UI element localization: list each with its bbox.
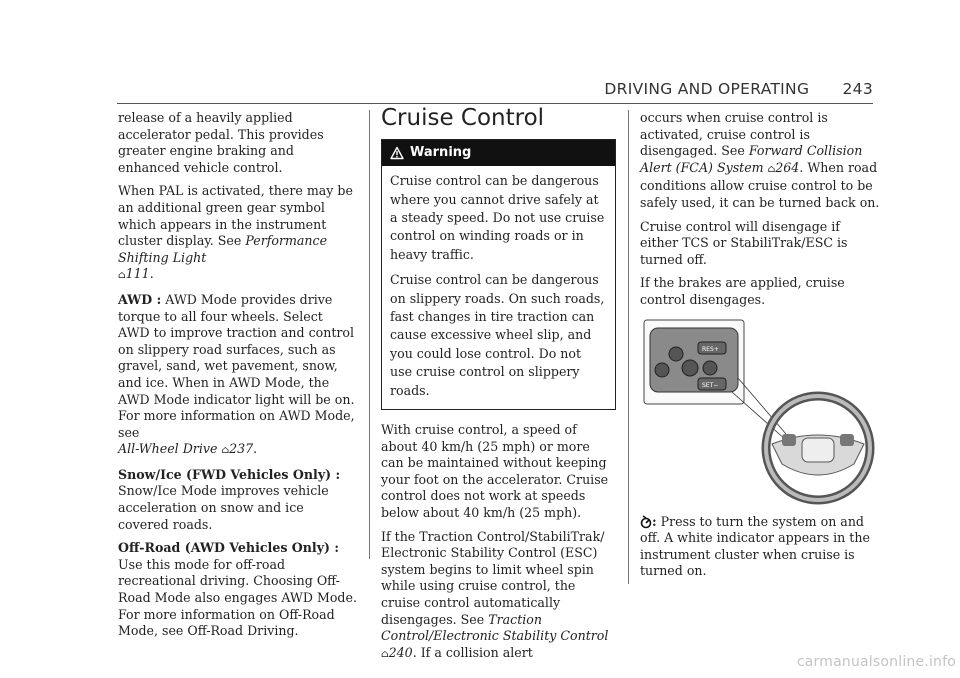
- paragraph: AWD : AWD Mode provides drive torque to all four wheels. Select AWD to improve traction and control on slippery road surfaces, such as gravel, sand, wet pavement, snow, and ice. When in AWD Mode, the AWD Mode indicator light will be on. For more information on AWD Mode, see All-Wheel Drive ⌂237.: [118, 291, 355, 457]
- paragraph: Cruise control will disengage if either TCS or StabiliTrak/ESC is turned off.: [640, 218, 848, 267]
- section-title: DRIVING AND OPERATING: [604, 80, 810, 98]
- term-awd: AWD :: [118, 291, 162, 307]
- page-reference[interactable]: 111: [125, 266, 150, 282]
- paragraph: Cruise control can be dangerous on slippery roads. On such roads, fast changes in tire traction can cause excessive wheel slip, and you could lose control. Do not use cruise control on slippery roads.: [390, 272, 605, 398]
- res-plus-label: RES+: [702, 345, 719, 353]
- cross-reference-link[interactable]: All-Wheel Drive: [118, 441, 218, 457]
- page-reference-arrow-icon: ⌂: [381, 648, 389, 660]
- page-header: [480, 80, 873, 98]
- paragraph: : Press to turn the system on and off. A white indicator appears in the instrument cluster when cruise is turned on.: [640, 513, 870, 579]
- header-rule: [117, 103, 873, 104]
- steering-wheel-illustration: [640, 316, 880, 506]
- paragraph: release of a heavily applied accelerator pedal. This provides greater engine braking and enhanced vehicle control.: [118, 110, 324, 175]
- paragraph: When PAL is activated, there may be an additional green gear symbol which appears in the instrument cluster display. See Performance Shifting Light ⌂111.: [118, 183, 353, 282]
- cross-reference-link[interactable]: Forward Collision Alert (FCA) System: [640, 143, 863, 175]
- page-reference[interactable]: 237: [229, 441, 254, 457]
- page-reference-arrow-icon: ⌂: [118, 270, 126, 282]
- cross-reference-link[interactable]: Performance Shifting Light: [118, 233, 328, 265]
- paragraph: occurs when cruise control is activated, cruise control is disengaged. See Forward Collision Alert (FCA) System ⌂264. When road conditions allow cruise control to be safely used, it can be turned back on.: [640, 110, 880, 210]
- page-reference[interactable]: 240: [388, 644, 413, 660]
- warning-body: [382, 166, 615, 409]
- term-snow-ice: Snow/Ice (FWD Vehicles Only) :: [118, 466, 341, 482]
- column-2: [381, 105, 616, 670]
- term-cruise-icon: :: [652, 513, 657, 529]
- warning-box: [381, 139, 616, 410]
- paragraph: Off-Road (AWD Vehicles Only) : Use this mode for off-road recreational driving. Choosing Off-Road Mode also engages AWD Mode. For more information on Off-Road Mode, see Off-Road Driving.: [118, 540, 357, 639]
- section-heading: Cruise Control: [381, 105, 545, 131]
- watermark: carmanualsonline.info: [796, 654, 956, 670]
- column-1: [118, 110, 358, 647]
- paragraph: If the brakes are applied, cruise control disengages.: [640, 275, 845, 307]
- column-divider-2: [628, 110, 629, 584]
- term-off-road: Off-Road (AWD Vehicles Only) :: [118, 540, 340, 556]
- paragraph: If the Traction Control/StabiliTrak/ Electronic Stability Control (ESC) system begins to limit wheel spin while using cruise control, the cruise control automatically disengages. See Traction Control/Electronic Stability Control ⌂240. If a collision alert: [381, 528, 609, 660]
- paragraph: With cruise control, a speed of about 40 km/h (25 mph) or more can be maintained without keeping your foot on the accelerator. Cruise control does not work at speeds below about 40 km/h (25 mph).: [381, 422, 609, 521]
- page-reference-arrow-icon: ⌂: [767, 163, 776, 175]
- set-minus-label: SET−: [702, 381, 719, 389]
- paragraph: Cruise control can be dangerous where you cannot drive safely at a steady speed. Do not use cruise control on winding roads or in heavy traffic.: [390, 173, 605, 262]
- cruise-control-icon: [640, 515, 652, 529]
- column-divider-1: [369, 110, 370, 559]
- page-number: 243: [842, 80, 873, 98]
- column-3: [640, 110, 880, 587]
- page-reference[interactable]: 264: [775, 159, 800, 175]
- steering-wheel-figure: [640, 316, 880, 506]
- warning-header: [382, 140, 615, 167]
- warning-triangle-icon: [390, 146, 404, 160]
- warning-label: Warning: [410, 144, 472, 160]
- paragraph: Snow/Ice (FWD Vehicles Only) : Snow/Ice Mode improves vehicle acceleration on snow and ice covered roads.: [118, 466, 341, 532]
- page-reference-arrow-icon: ⌂: [221, 445, 230, 457]
- cross-reference-link[interactable]: Traction Control/Electronic Stability Control: [381, 611, 609, 644]
